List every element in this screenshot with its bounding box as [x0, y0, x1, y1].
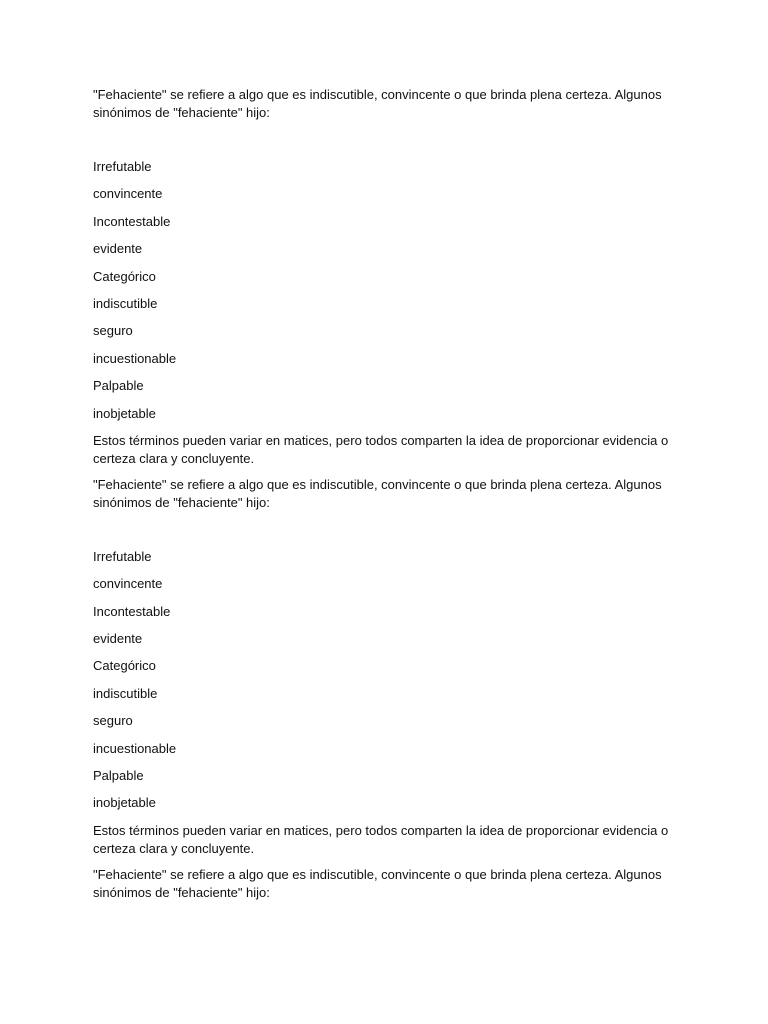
list-item: Incontestable — [93, 213, 171, 229]
list-item: Categórico — [93, 658, 156, 674]
list-item: convincente — [93, 186, 163, 202]
list-item: incuestionable — [93, 350, 177, 366]
synonym-list — [93, 548, 683, 813]
list-item: Palpable — [93, 378, 144, 394]
closing-paragraph: Estos términos pueden variar en matices, pero todos comparten la idea de proporcionar evidencia o certeza clara y concluyente. — [93, 432, 669, 466]
list-item: inobjetable — [93, 405, 156, 421]
list-item: convincente — [93, 576, 163, 592]
list-item: Irrefutable — [93, 548, 152, 564]
document-body — [93, 86, 683, 910]
list-item: inobjetable — [93, 795, 156, 811]
list-item: seguro — [93, 323, 133, 339]
synonym-section-1 — [93, 86, 683, 468]
synonym-section-2 — [93, 476, 683, 858]
list-item: evidente — [93, 631, 143, 647]
list-item: Categórico — [93, 268, 156, 284]
intro-paragraph: "Fehaciente" se refiere a algo que es indiscutible, convincente o que brinda plena certeza. Algunos sinónimos de "fehaciente" hijo: — [93, 866, 662, 900]
list-item: Irrefutable — [93, 159, 152, 174]
list-item: indiscutible — [93, 685, 158, 701]
list-item: evidente — [93, 241, 143, 257]
list-item: Incontestable — [93, 603, 171, 619]
intro-paragraph: "Fehaciente" se refiere a algo que es indiscutible, convincente o que brinda plena certeza. Algunos sinónimos de "fehaciente" hijo: — [93, 476, 662, 510]
list-item: seguro — [93, 713, 133, 729]
synonym-section-3 — [93, 866, 683, 902]
list-item: indiscutible — [93, 295, 158, 311]
list-item: incuestionable — [93, 740, 177, 756]
list-item: Palpable — [93, 768, 144, 784]
intro-paragraph: "Fehaciente" se refiere a algo que es indiscutible, convincente o que brinda plena certeza. Algunos sinónimos de "fehaciente" hijo: — [93, 87, 662, 120]
synonym-list — [93, 158, 683, 423]
closing-paragraph: Estos términos pueden variar en matices, pero todos comparten la idea de proporcionar evidencia o certeza clara y concluyente. — [93, 822, 669, 856]
